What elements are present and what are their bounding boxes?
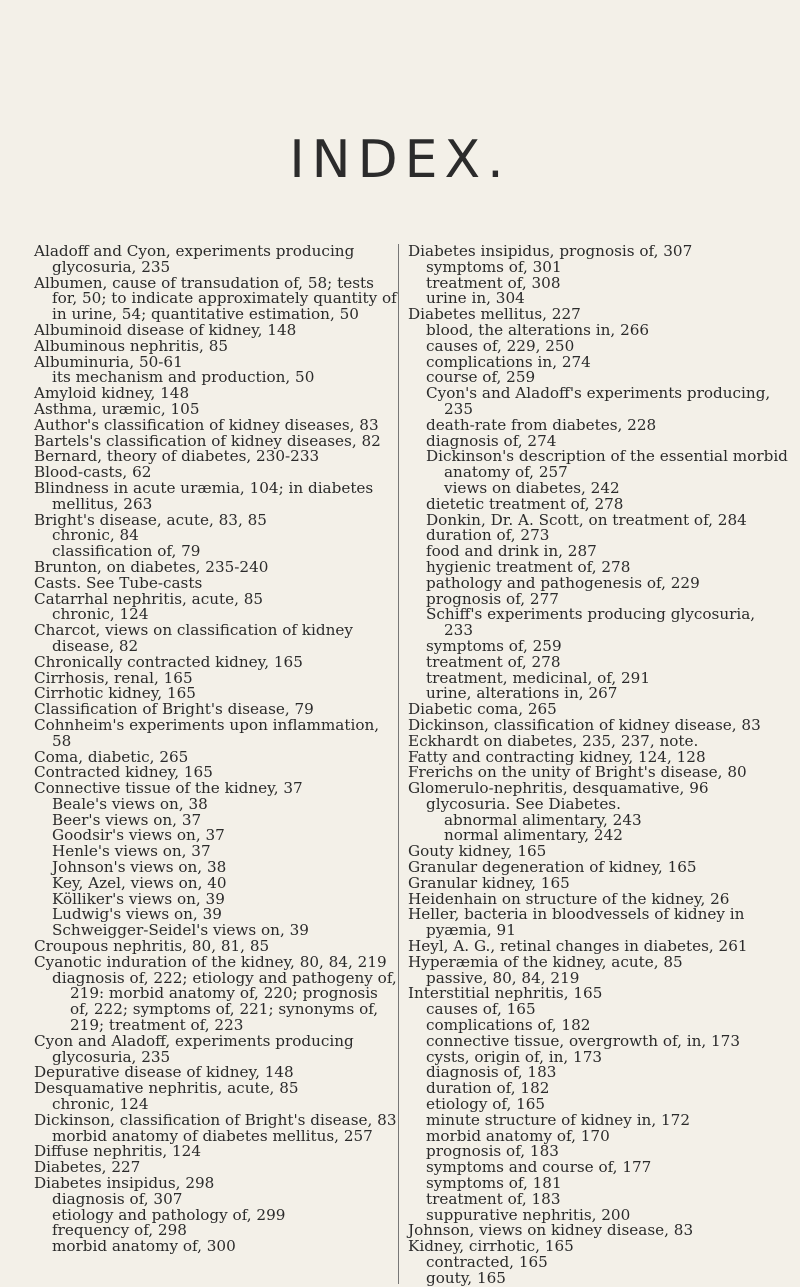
index-subentry: its mechanism and production, 50 (52, 368, 315, 387)
index-subentry: Dickinson's description of the essential morbid anatomy of, 257 (426, 447, 788, 482)
index-entry: Charcot, views on classification of kidney disease, 82 (34, 621, 353, 655)
index-subentry: suppurative nephritis, 200 (426, 1205, 631, 1224)
index-entry: Dickinson, classification of kidney disease, 83 (408, 715, 761, 734)
index-subentry: hygienic treatment of, 278 (426, 557, 631, 576)
index-subentry: chronic, 124 (52, 605, 149, 624)
index-subentry: treatment of, 183 (426, 1189, 561, 1208)
index-entry: Albuminous nephritis, 85 (34, 336, 229, 355)
index-entry: Amyloid kidney, 148 (34, 384, 190, 403)
index-entry: Depurative disease of kidney, 148 (34, 1063, 294, 1082)
index-subentry: prognosis of, 277 (426, 589, 559, 608)
index-entry: Bernard, theory of diabetes, 230-233 (34, 447, 320, 466)
index-subentry: food and drink in, 287 (426, 542, 597, 561)
index-entry: Albuminuria, 50-61 (34, 352, 183, 371)
index-subentry: symptoms of, 181 (426, 1174, 562, 1193)
index-subentry: etiology and pathology of, 299 (52, 1205, 286, 1224)
index-subentry: causes of, 229, 250 (426, 336, 575, 355)
index-entry: Diabetes insipidus, prognosis of, 307 (408, 242, 693, 260)
index-entry: Hyperæmia of the kidney, acute, 85 (408, 952, 683, 971)
index-entry: Diffuse nephritis, 124 (34, 1142, 202, 1161)
index-entry: Interstitial nephritis, 165 (408, 984, 603, 1003)
index-subentry: Key, Azel, views on, 40 (52, 873, 227, 892)
index-entry: Fatty and contracting kidney, 124, 128 (408, 747, 706, 766)
index-entry: Dickinson, classification of Bright's disease, 83 (34, 1110, 397, 1129)
index-subentry: Kölliker's views on, 39 (52, 889, 225, 908)
index-subentry: classification of, 79 (52, 542, 201, 561)
index-entry: Brunton, on diabetes, 235-240 (34, 557, 269, 576)
index-subentry: frequency of, 298 (52, 1221, 187, 1240)
index-subentry: views on diabetes, 242 (444, 478, 620, 497)
index-subentry: death-rate from diabetes, 228 (426, 415, 657, 434)
index-entry: Kidney, cirrhotic, 165 (408, 1237, 574, 1256)
index-entry: Blindness in acute uræmia, 104; in diabetes mellitus, 263 (34, 478, 374, 513)
index-subentry: normal alimentary, 242 (444, 826, 623, 845)
index-entry: Eckhardt on diabetes, 235, 237, note. (408, 731, 699, 750)
page-title: INDEX. (289, 129, 511, 190)
index-entry: Heller, bacteria in bloodvessels of kidney in pyæmia, 91 (408, 905, 745, 940)
index-entry: Cirrhotic kidney, 165 (34, 684, 196, 703)
index-entry: Albuminoid disease of kidney, 148 (34, 320, 297, 339)
index-subentry: treatment, medicinal, of, 291 (426, 668, 650, 687)
index-subentry: causes of, 165 (426, 1000, 536, 1019)
index-entry: Granular kidney, 165 (408, 873, 570, 892)
index-subentry: urine in, 304 (426, 289, 525, 308)
index-subentry: treatment of, 278 (426, 652, 561, 671)
index-subentry: symptoms of, 301 (426, 257, 562, 276)
index-entry: Albumen, cause of transudation of, 58; tests for, 50; to indicate approximately quantity of in urine, 54; quantitative estimation, 50 (34, 273, 397, 324)
index-subentry: morbid anatomy of, 170 (426, 1126, 610, 1145)
index-entry: Johnson, views on kidney disease, 83 (408, 1221, 694, 1240)
index-subentry: duration of, 182 (426, 1079, 550, 1098)
index-subentry: connective tissue, overgrowth of, in, 173 (426, 1031, 741, 1050)
index-entry: Croupous nephritis, 80, 81, 85 (34, 937, 270, 956)
index-subentry: Beer's views on, 37 (52, 810, 202, 829)
index-subentry: chronic, 84 (52, 526, 139, 545)
index-subentry: pathology and pathogenesis of, 229 (426, 573, 700, 592)
index-subentry: morbid anatomy of diabetes mellitus, 257 (52, 1126, 373, 1145)
column-divider (398, 244, 399, 1284)
index-subentry: Ludwig's views on, 39 (52, 905, 222, 924)
index-entry: Casts. See Tube-casts (34, 573, 203, 592)
index-entry: Aladoff and Cyon, experiments producing glycosuria, 235 (34, 242, 355, 276)
index-subentry: Beale's views on, 38 (52, 794, 208, 813)
index-subentry: course of, 259 (426, 368, 536, 387)
index-entry: Contracted kidney, 165 (34, 763, 213, 782)
index-entry: Diabetes mellitus, 227 (408, 305, 581, 324)
index-subentry: minute structure of kidney in, 172 (426, 1110, 690, 1129)
index-subentry: blood, the alterations in, 266 (426, 320, 650, 339)
index-subentry: cysts, origin of, in, 173 (426, 1047, 603, 1066)
index-entry: Diabetes insipidus, 298 (34, 1174, 215, 1193)
index-entry: Cyon and Aladoff, experiments producing glycosuria, 235 (34, 1031, 354, 1066)
index-entry: Connective tissue of the kidney, 37 (34, 779, 303, 798)
index-subentry: dietetic treatment of, 278 (426, 494, 624, 513)
index-entry: Chronically contracted kidney, 165 (34, 652, 303, 671)
index-entry: Bright's disease, acute, 83, 85 (34, 510, 267, 529)
index-entry: Heyl, A. G., retinal changes in diabetes, 261 (408, 937, 748, 956)
index-entry: Cohnheim's experiments upon inflammation, 58 (34, 715, 380, 750)
index-subentry: Schweigger-Seidel's views on, 39 (52, 921, 309, 940)
index-subentry: gouty, 165 (426, 1268, 506, 1287)
index-entry: Coma, diabetic, 265 (34, 747, 189, 766)
index-entry: Cyanotic induration of the kidney, 80, 84, 219 (34, 952, 387, 971)
index-subentry: abnormal alimentary, 243 (444, 810, 642, 829)
index-subentry: diagnosis of, 222; etiology and pathogeny of, 219: morbid anatomy of, 220; prognosis of, 222; symptoms of, 221; synonyms of, 219; treatment of, 223 (52, 968, 397, 1035)
index-subentry: etiology of, 165 (426, 1095, 546, 1114)
index-subentry: contracted, 165 (426, 1253, 548, 1271)
index-entry: Catarrhal nephritis, acute, 85 (34, 589, 264, 608)
index-entry: Diabetes, 227 (34, 1158, 141, 1177)
index-entry: Granular degeneration of kidney, 165 (408, 858, 697, 877)
index-entry: Blood-casts, 62 (34, 463, 152, 482)
index-subentry: treatment of, 308 (426, 273, 561, 292)
index-entry: Frerichs on the unity of Bright's disease, 80 (408, 763, 747, 782)
index-subentry: Schiff's experiments producing glycosuria, 233 (426, 605, 756, 640)
index-subentry: urine, alterations in, 267 (426, 684, 618, 703)
index-entry: Author's classification of kidney diseases, 83 (34, 415, 379, 434)
index-subentry: complications of, 182 (426, 1016, 591, 1035)
index-subentry: complications in, 274 (426, 352, 591, 371)
index-entry: Cirrhosis, renal, 165 (34, 668, 193, 687)
index-subentry: Goodsir's views on, 37 (52, 826, 225, 845)
index-entry: Classification of Bright's disease, 79 (34, 700, 314, 719)
index-entry: Bartels's classification of kidney diseases, 82 (34, 431, 381, 450)
index-subentry: Cyon's and Aladoff's experiments producing, 235 (426, 384, 771, 418)
index-subentry: Donkin, Dr. A. Scott, on treatment of, 284 (426, 510, 747, 529)
index-subentry: prognosis of, 183 (426, 1142, 559, 1161)
index-subentry: glycosuria. See Diabetes. (426, 794, 621, 813)
index-subentry: diagnosis of, 307 (52, 1189, 183, 1208)
index-entry: Glomerulo-nephritis, desquamative, 96 (408, 779, 709, 798)
index-entry: Asthma, uræmic, 105 (34, 399, 200, 418)
index-subentry: chronic, 124 (52, 1095, 149, 1114)
index-subentry: morbid anatomy of, 300 (52, 1237, 236, 1256)
index-column-right (408, 244, 788, 1287)
index-subentry: symptoms and course of, 177 (426, 1158, 652, 1177)
index-entry: Heidenhain on structure of the kidney, 26 (408, 889, 730, 908)
index-subentry: Johnson's views on, 38 (52, 858, 227, 877)
index-entry: Diabetic coma, 265 (408, 700, 557, 719)
index-subentry: symptoms of, 259 (426, 636, 562, 655)
index-subentry: Henle's views on, 37 (52, 842, 211, 861)
index-entry: Gouty kidney, 165 (408, 842, 547, 861)
index-entry: Desquamative nephritis, acute, 85 (34, 1079, 299, 1098)
index-subentry: passive, 80, 84, 219 (426, 968, 580, 987)
index-subentry: diagnosis of, 274 (426, 431, 557, 450)
index-column-left (34, 244, 399, 1255)
index-subentry: diagnosis of, 183 (426, 1063, 557, 1082)
index-subentry: duration of, 273 (426, 526, 550, 545)
